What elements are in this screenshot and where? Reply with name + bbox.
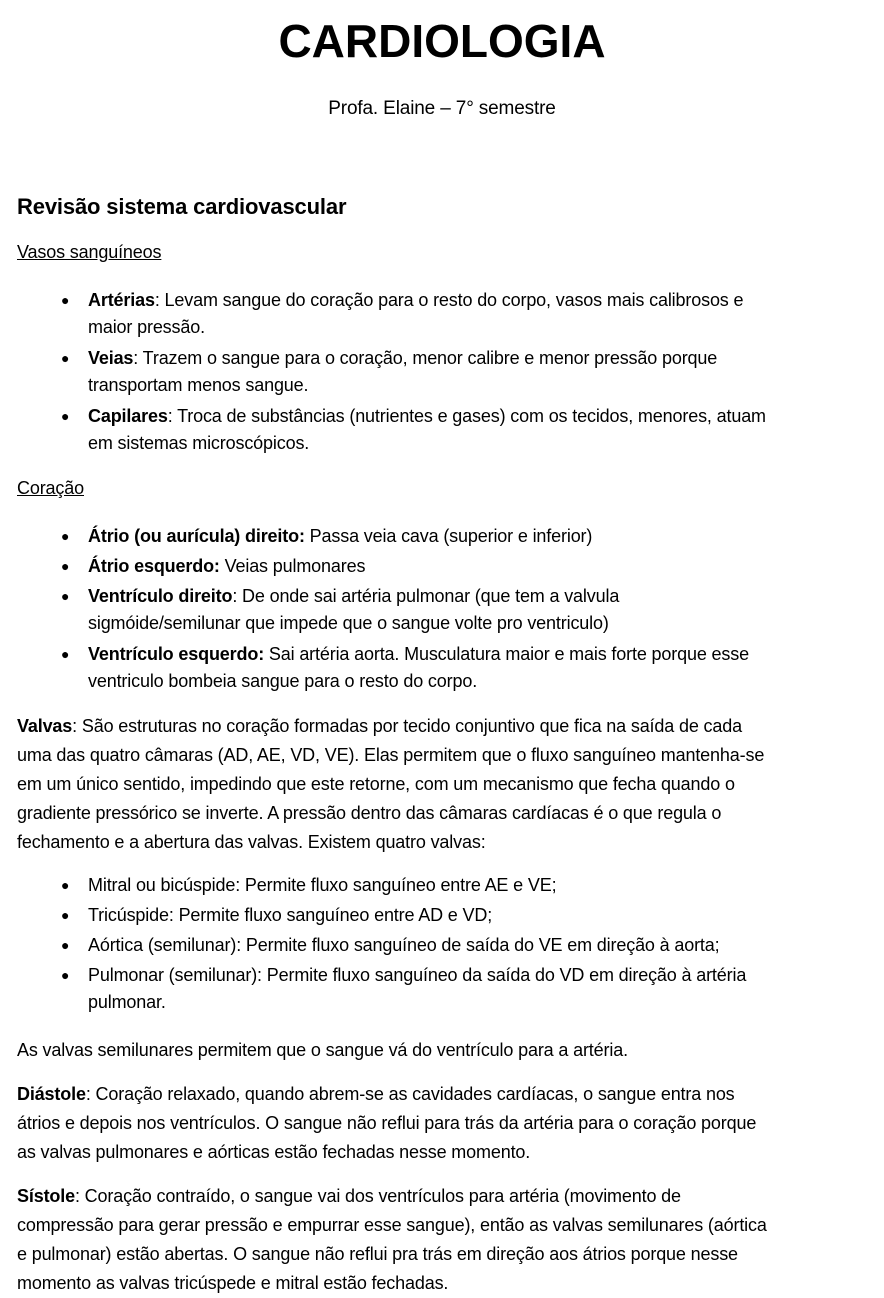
text: e pulmonar) estão abertas. O sangue não reflui pra trás em direção aos átrios porque nesse (17, 1244, 738, 1264)
term: Ventrículo direito (88, 586, 233, 606)
bullet-icon: ● (61, 528, 70, 544)
list-item (17, 523, 877, 550)
term: Capilares (88, 406, 168, 426)
text: pulmonar. (88, 992, 166, 1012)
text: : Coração relaxado, quando abrem-se as cavidades cardíacas, o sangue entra nos (85, 1084, 735, 1104)
bullet-icon: ● (61, 558, 70, 574)
term: Artérias (88, 290, 155, 310)
text: : De onde sai artéria pulmonar (que tem a valvula (232, 586, 620, 606)
list-item (17, 583, 877, 637)
text: : Trazem o sangue para o coração, menor calibre e menor pressão porque (133, 348, 718, 368)
text: maior pressão. (88, 317, 205, 337)
term: Ventrículo esquerdo: (88, 644, 265, 664)
list-item (17, 641, 877, 695)
text: uma das quatro câmaras (AD, AE, VD, VE). Elas permitem que o fluxo sanguíneo mantenha-se (17, 745, 765, 765)
text: momento as valvas tricúspede e mitral estão fechadas. (17, 1273, 449, 1293)
text: Mitral ou bicúspide: Permite fluxo sanguíneo entre AE e VE; (88, 875, 557, 895)
bullet-icon: ● (61, 292, 70, 308)
bullet-icon: ● (61, 408, 70, 424)
bullet-icon: ● (61, 350, 70, 366)
bullet-icon: ● (61, 877, 70, 893)
list-item (17, 872, 877, 899)
list-item (17, 902, 877, 929)
text: Pulmonar (semilunar): Permite fluxo sanguíneo da saída do VD em direção à artéria (88, 965, 747, 985)
text: sigmóide/semilunar que impede que o sangue volte pro ventriculo) (88, 613, 609, 633)
text: Sai artéria aorta. Musculatura maior e mais forte porque esse (264, 644, 749, 664)
text: Veias pulmonares (219, 556, 366, 576)
bullet-icon: ● (61, 588, 70, 604)
vasos-list (17, 287, 877, 461)
bullet-icon: ● (61, 967, 70, 983)
list-item (17, 553, 877, 580)
text: As valvas semilunares permitem que o sangue vá do ventrículo para a artéria. (17, 1040, 628, 1060)
text: : São estruturas no coração formadas por tecido conjuntivo que fica na saída de cada (72, 716, 742, 736)
text: compressão para gerar pressão e empurrar esse sangue), então as valvas semilunares (aórtica (17, 1215, 767, 1235)
document-subtitle: Profa. Elaine – 7° semestre (328, 98, 556, 119)
text: em um único sentido, impedindo que este retorne, com um mecanismo que fecha quando o (17, 774, 735, 794)
list-item (17, 287, 877, 341)
term: Átrio (ou aurícula) direito: (88, 526, 305, 546)
text: Passa veia cava (superior e inferior) (304, 526, 593, 546)
term: Veias (88, 348, 134, 368)
subheading-coracao: Coração (17, 478, 84, 498)
list-item (17, 932, 877, 959)
subheading-vasos: Vasos sanguíneos (17, 242, 162, 262)
text: : Levam sangue do coração para o resto do corpo, vasos mais calibrosos e (154, 290, 744, 310)
valvas-list (17, 872, 877, 1020)
text: fechamento e a abertura das valvas. Existem quatro valvas: (17, 832, 486, 852)
bullet-icon: ● (61, 937, 70, 953)
term: Átrio esquerdo: (88, 556, 220, 576)
list-item (17, 403, 877, 457)
text: gradiente pressórico se inverte. A pressão dentro das câmaras cardíacas é o que regula o (17, 803, 722, 823)
text: : Troca de substâncias (nutrientes e gases) com os tecidos, menores, atuam (167, 406, 766, 426)
section-heading: Revisão sistema cardiovascular (17, 194, 347, 219)
term: Valvas (17, 716, 73, 736)
text: Tricúspide: Permite fluxo sanguíneo entre AD e VD; (88, 905, 493, 925)
list-item (17, 345, 877, 399)
term: Diástole (17, 1084, 86, 1104)
bullet-icon: ● (61, 646, 70, 662)
sistole-paragraph (17, 1182, 877, 1298)
coracao-list (17, 523, 877, 699)
bullet-icon: ● (61, 907, 70, 923)
text: : Coração contraído, o sangue vai dos ventrículos para artéria (movimento de (74, 1186, 681, 1206)
text: transportam menos sangue. (88, 375, 309, 395)
document-title: CARDIOLOGIA (278, 15, 606, 67)
text: as valvas pulmonares e aórticas estão fechadas nesse momento. (17, 1142, 531, 1162)
list-item (17, 962, 877, 1016)
text: ventriculo bombeia sangue para o resto do corpo. (88, 671, 478, 691)
semilunares-paragraph (17, 1036, 877, 1065)
text: em sistemas microscópicos. (88, 433, 310, 453)
text: átrios e depois nos ventrículos. O sangue não reflui para trás da artéria para o coração porque (17, 1113, 757, 1133)
term: Sístole (17, 1186, 75, 1206)
diastole-paragraph (17, 1080, 877, 1167)
valvas-paragraph (17, 712, 877, 857)
text: Aórtica (semilunar): Permite fluxo sanguíneo de saída do VE em direção à aorta; (88, 935, 720, 955)
